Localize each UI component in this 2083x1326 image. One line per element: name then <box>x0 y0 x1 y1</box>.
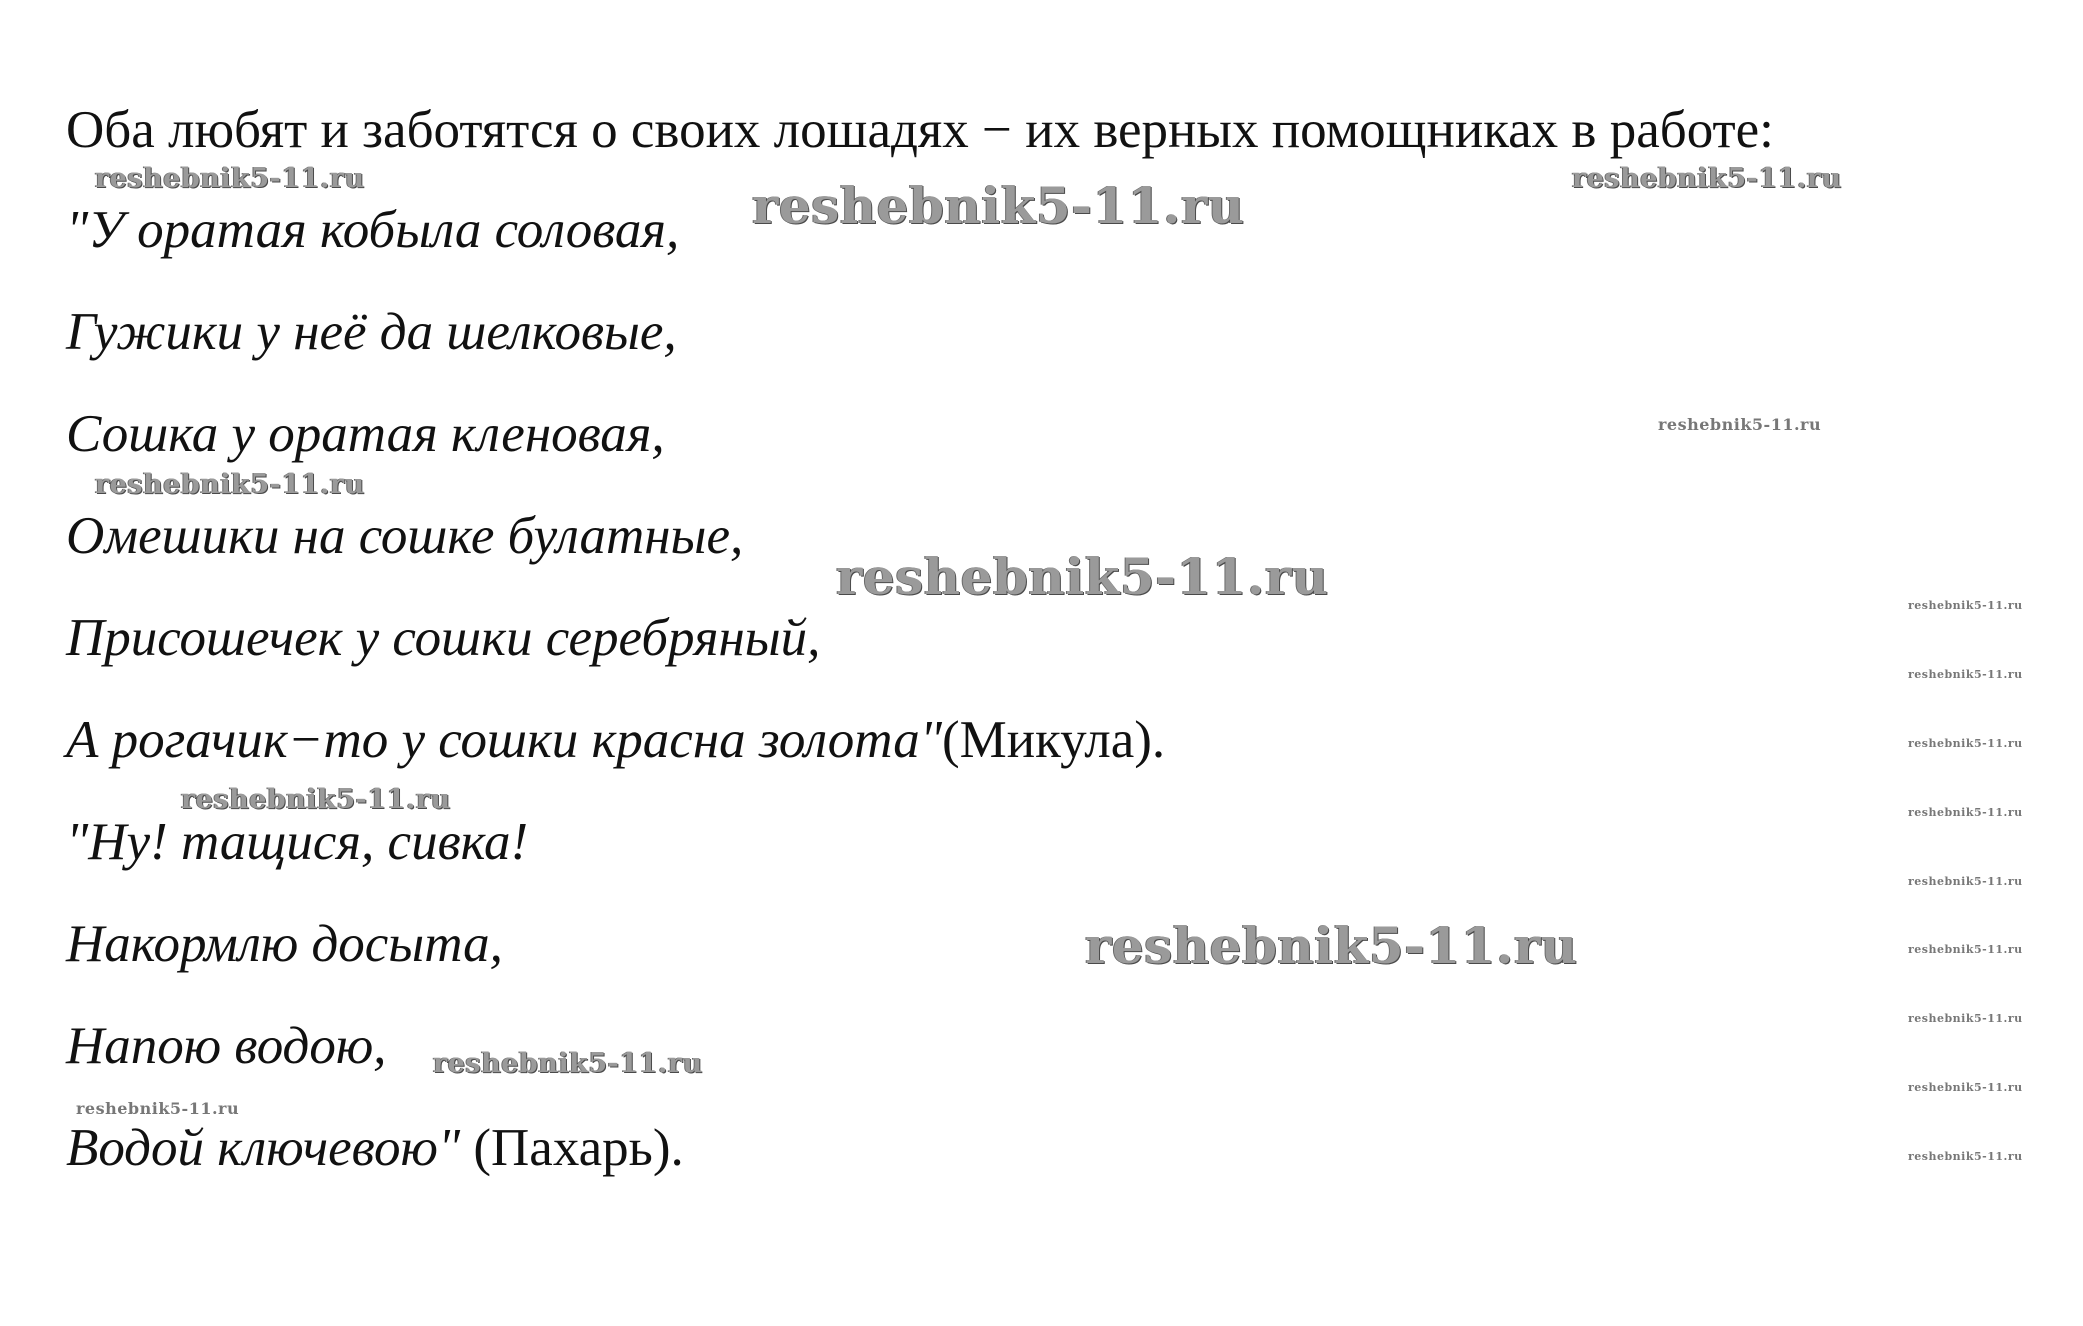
watermark: reshebnik5-11.ru <box>181 784 451 815</box>
watermark: reshebnik5-11.ru <box>433 1048 703 1079</box>
verse-line-5: Присошечек у сошки серебряный, <box>66 609 821 667</box>
watermark: reshebnik5-11.ru <box>1908 1150 2023 1163</box>
watermark: reshebnik5-11.ru <box>1908 875 2023 888</box>
watermark: reshebnik5-11.ru <box>1908 806 2023 819</box>
watermark: reshebnik5-11.ru <box>1658 415 1822 434</box>
verse-line-7: "Ну! тащися, сивка! <box>66 813 529 871</box>
verse-line-1: "У оратая кобыла соловая, <box>66 201 680 259</box>
watermark: reshebnik5-11.ru <box>76 1099 240 1118</box>
verse-line-6-text: А рогачик−то у сошки красна золота" <box>66 711 942 769</box>
watermark: reshebnik5-11.ru <box>1908 1081 2023 1094</box>
watermark: reshebnik5-11.ru <box>95 163 365 194</box>
watermark: reshebnik5-11.ru <box>1572 163 1842 194</box>
watermark: reshebnik5-11.ru <box>95 469 365 500</box>
watermark: reshebnik5-11.ru <box>1908 599 2023 612</box>
verse-line-6 <box>66 710 1165 770</box>
watermark: reshebnik5-11.ru <box>752 176 1245 235</box>
verse-line-10 <box>66 1118 684 1178</box>
verse-line-2: Гужики у неё да шелковые, <box>66 303 677 361</box>
verse-line-8: Накормлю досыта, <box>66 915 503 973</box>
watermark: reshebnik5-11.ru <box>1908 943 2023 956</box>
verse-line-3: Сошка у оратая кленовая, <box>66 405 665 463</box>
watermark: reshebnik5-11.ru <box>1085 916 1578 975</box>
attribution-mikula: (Микула). <box>941 711 1166 769</box>
verse-line-10-text: Водой ключевою" <box>66 1119 461 1177</box>
watermark: reshebnik5-11.ru <box>1908 737 2023 750</box>
watermark: reshebnik5-11.ru <box>1908 1012 2023 1025</box>
watermark: reshebnik5-11.ru <box>1908 668 2023 681</box>
attribution-pakhar: (Пахарь). <box>460 1119 684 1177</box>
verse-line-4: Омешики на сошке булатные, <box>66 507 744 565</box>
verse-line-9: Напою водою, <box>66 1017 387 1075</box>
intro-text: Оба любят и заботятся о своих лошадях − их верных помощниках в работе: <box>66 101 1774 159</box>
watermark: reshebnik5-11.ru <box>836 547 1329 606</box>
